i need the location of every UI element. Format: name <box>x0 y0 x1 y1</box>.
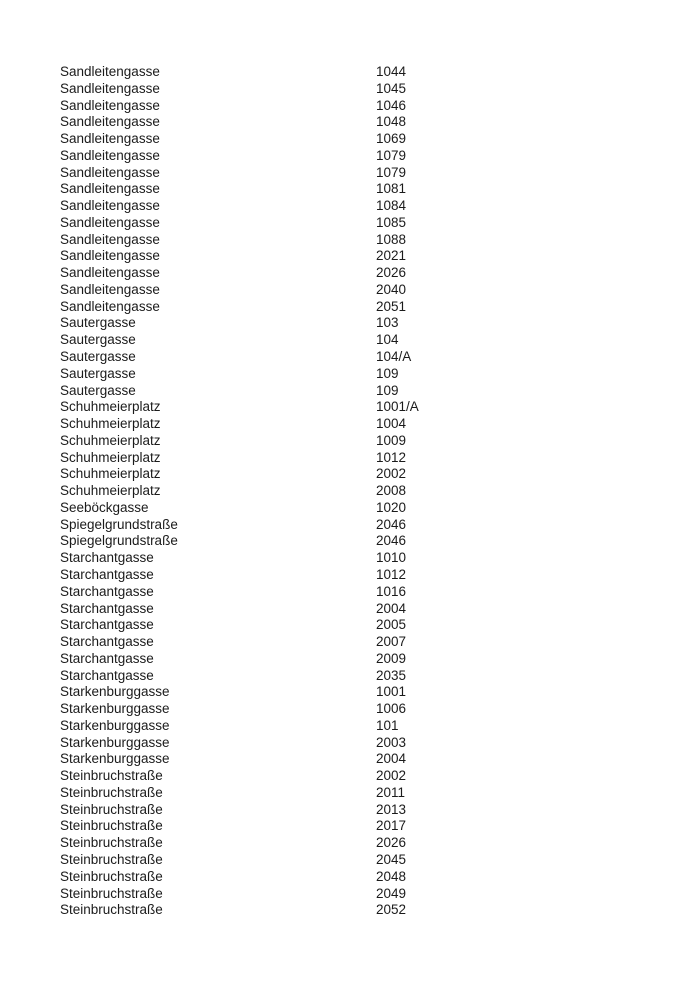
house-number: 2046 <box>376 533 407 549</box>
house-number: 2046 <box>376 516 407 532</box>
house-number: 2035 <box>376 667 407 683</box>
house-number: 1084 <box>376 198 407 214</box>
list-item <box>60 601 640 618</box>
house-number: 1079 <box>376 147 407 163</box>
list-item <box>60 617 640 634</box>
street-name: Spiegelgrundstraße <box>60 533 178 549</box>
house-number: 2048 <box>376 868 407 884</box>
list-item <box>60 835 640 852</box>
list-item <box>60 533 640 550</box>
street-name: Sandleitengasse <box>60 181 160 197</box>
list-item <box>60 718 640 735</box>
street-name: Starkenburggasse <box>60 734 170 750</box>
street-name: Sandleitengasse <box>60 97 160 113</box>
list-item <box>60 64 640 81</box>
street-name: Schuhmeierplatz <box>60 416 161 432</box>
house-number: 1045 <box>376 80 407 96</box>
street-name: Steinbruchstraße <box>60 835 163 851</box>
list-item <box>60 248 640 265</box>
list-item <box>60 902 640 919</box>
street-name: Sandleitengasse <box>60 114 160 130</box>
house-number: 1001 <box>376 684 407 700</box>
house-number: 1046 <box>376 97 407 113</box>
list-item <box>60 366 640 383</box>
house-number: 2011 <box>376 784 406 800</box>
list-item <box>60 315 640 332</box>
list-item <box>60 818 640 835</box>
list-item <box>60 886 640 903</box>
house-number: 1069 <box>376 131 407 147</box>
street-name: Starchantgasse <box>60 634 154 650</box>
address-list <box>60 64 640 919</box>
street-name: Sautergasse <box>60 349 136 365</box>
list-item <box>60 450 640 467</box>
street-name: Sandleitengasse <box>60 214 160 230</box>
house-number: 109 <box>376 365 399 381</box>
street-name: Sautergasse <box>60 332 136 348</box>
house-number: 2052 <box>376 902 407 918</box>
list-item <box>60 81 640 98</box>
street-name: Sandleitengasse <box>60 64 160 79</box>
house-number: 1079 <box>376 164 407 180</box>
street-name: Steinbruchstraße <box>60 902 163 918</box>
street-name: Starchantgasse <box>60 566 154 582</box>
house-number: 1081 <box>376 181 407 197</box>
list-item <box>60 198 640 215</box>
street-name: Starchantgasse <box>60 600 154 616</box>
house-number: 2026 <box>376 835 407 851</box>
list-item <box>60 651 640 668</box>
house-number: 2009 <box>376 650 407 666</box>
street-name: Sandleitengasse <box>60 265 160 281</box>
list-item <box>60 148 640 165</box>
street-name: Schuhmeierplatz <box>60 466 161 482</box>
list-item <box>60 265 640 282</box>
street-name: Steinbruchstraße <box>60 885 163 901</box>
street-name: Schuhmeierplatz <box>60 483 161 499</box>
house-number: 1006 <box>376 701 407 717</box>
house-number: 1044 <box>376 64 407 79</box>
house-number: 2013 <box>376 801 407 817</box>
list-item <box>60 869 640 886</box>
house-number: 2005 <box>376 617 407 633</box>
street-name: Schuhmeierplatz <box>60 399 161 415</box>
house-number: 2017 <box>376 818 407 834</box>
house-number: 1016 <box>376 583 407 599</box>
street-name: Sandleitengasse <box>60 131 160 147</box>
street-name: Starchantgasse <box>60 550 154 566</box>
list-item <box>60 114 640 131</box>
house-number: 1012 <box>376 449 407 465</box>
list-item <box>60 567 640 584</box>
list-item <box>60 550 640 567</box>
house-number: 1009 <box>376 432 407 448</box>
house-number: 2002 <box>376 466 407 482</box>
list-item <box>60 232 640 249</box>
list-item <box>60 768 640 785</box>
list-item <box>60 668 640 685</box>
street-name: Sandleitengasse <box>60 298 160 314</box>
street-name: Starkenburggasse <box>60 701 170 717</box>
list-item <box>60 802 640 819</box>
list-item <box>60 634 640 651</box>
street-name: Sautergasse <box>60 365 136 381</box>
street-name: Sandleitengasse <box>60 80 160 96</box>
list-item <box>60 349 640 366</box>
house-number: 101 <box>376 717 399 733</box>
list-item <box>60 684 640 701</box>
house-number: 2007 <box>376 634 407 650</box>
list-item <box>60 165 640 182</box>
list-item <box>60 282 640 299</box>
street-name: Seeböckgasse <box>60 499 149 515</box>
house-number: 104/A <box>376 349 412 365</box>
street-name: Starkenburggasse <box>60 684 170 700</box>
list-item <box>60 332 640 349</box>
street-name: Sandleitengasse <box>60 231 160 247</box>
list-item <box>60 852 640 869</box>
list-item <box>60 751 640 768</box>
list-item <box>60 299 640 316</box>
house-number: 1001/A <box>376 399 419 415</box>
house-number: 2040 <box>376 281 407 297</box>
house-number: 2049 <box>376 885 407 901</box>
house-number: 2051 <box>376 298 407 314</box>
street-name: Sandleitengasse <box>60 164 160 180</box>
house-number: 1010 <box>376 550 407 566</box>
list-item <box>60 131 640 148</box>
street-name: Steinbruchstraße <box>60 818 163 834</box>
street-name: Steinbruchstraße <box>60 768 163 784</box>
list-item <box>60 399 640 416</box>
house-number: 2003 <box>376 734 407 750</box>
street-name: Schuhmeierplatz <box>60 449 161 465</box>
street-name: Schuhmeierplatz <box>60 432 161 448</box>
house-number: 104 <box>376 332 399 348</box>
street-name: Sandleitengasse <box>60 248 160 264</box>
street-name: Steinbruchstraße <box>60 868 163 884</box>
address-rows <box>60 64 640 919</box>
house-number: 103 <box>376 315 399 331</box>
list-item <box>60 735 640 752</box>
house-number: 1048 <box>376 114 407 130</box>
street-name: Spiegelgrundstraße <box>60 516 178 532</box>
house-number: 2008 <box>376 483 407 499</box>
house-number: 2045 <box>376 851 407 867</box>
list-item <box>60 584 640 601</box>
street-name: Starkenburggasse <box>60 751 170 767</box>
house-number: 2004 <box>376 751 407 767</box>
list-item <box>60 466 640 483</box>
house-number: 1085 <box>376 214 407 230</box>
house-number: 2026 <box>376 265 407 281</box>
street-name: Sautergasse <box>60 315 136 331</box>
house-number: 2004 <box>376 600 407 616</box>
street-name: Starchantgasse <box>60 650 154 666</box>
street-name: Steinbruchstraße <box>60 801 163 817</box>
street-name: Sandleitengasse <box>60 147 160 163</box>
list-item <box>60 701 640 718</box>
list-item <box>60 215 640 232</box>
list-item <box>60 785 640 802</box>
list-item <box>60 483 640 500</box>
house-number: 2002 <box>376 768 407 784</box>
house-number: 1088 <box>376 231 407 247</box>
street-name: Starkenburggasse <box>60 717 170 733</box>
list-item <box>60 500 640 517</box>
list-item <box>60 433 640 450</box>
list-item <box>60 98 640 115</box>
house-number: 1004 <box>376 416 407 432</box>
house-number: 1012 <box>376 566 407 582</box>
list-item <box>60 383 640 400</box>
house-number: 109 <box>376 382 399 398</box>
street-name: Starchantgasse <box>60 583 154 599</box>
list-item <box>60 517 640 534</box>
street-name: Sautergasse <box>60 382 136 398</box>
street-name: Steinbruchstraße <box>60 784 163 800</box>
street-name: Sandleitengasse <box>60 198 160 214</box>
street-name: Steinbruchstraße <box>60 851 163 867</box>
house-number: 1020 <box>376 499 407 515</box>
list-item <box>60 181 640 198</box>
street-name: Starchantgasse <box>60 617 154 633</box>
house-number: 2021 <box>376 248 407 264</box>
list-item <box>60 416 640 433</box>
street-name: Sandleitengasse <box>60 281 160 297</box>
street-name: Starchantgasse <box>60 667 154 683</box>
